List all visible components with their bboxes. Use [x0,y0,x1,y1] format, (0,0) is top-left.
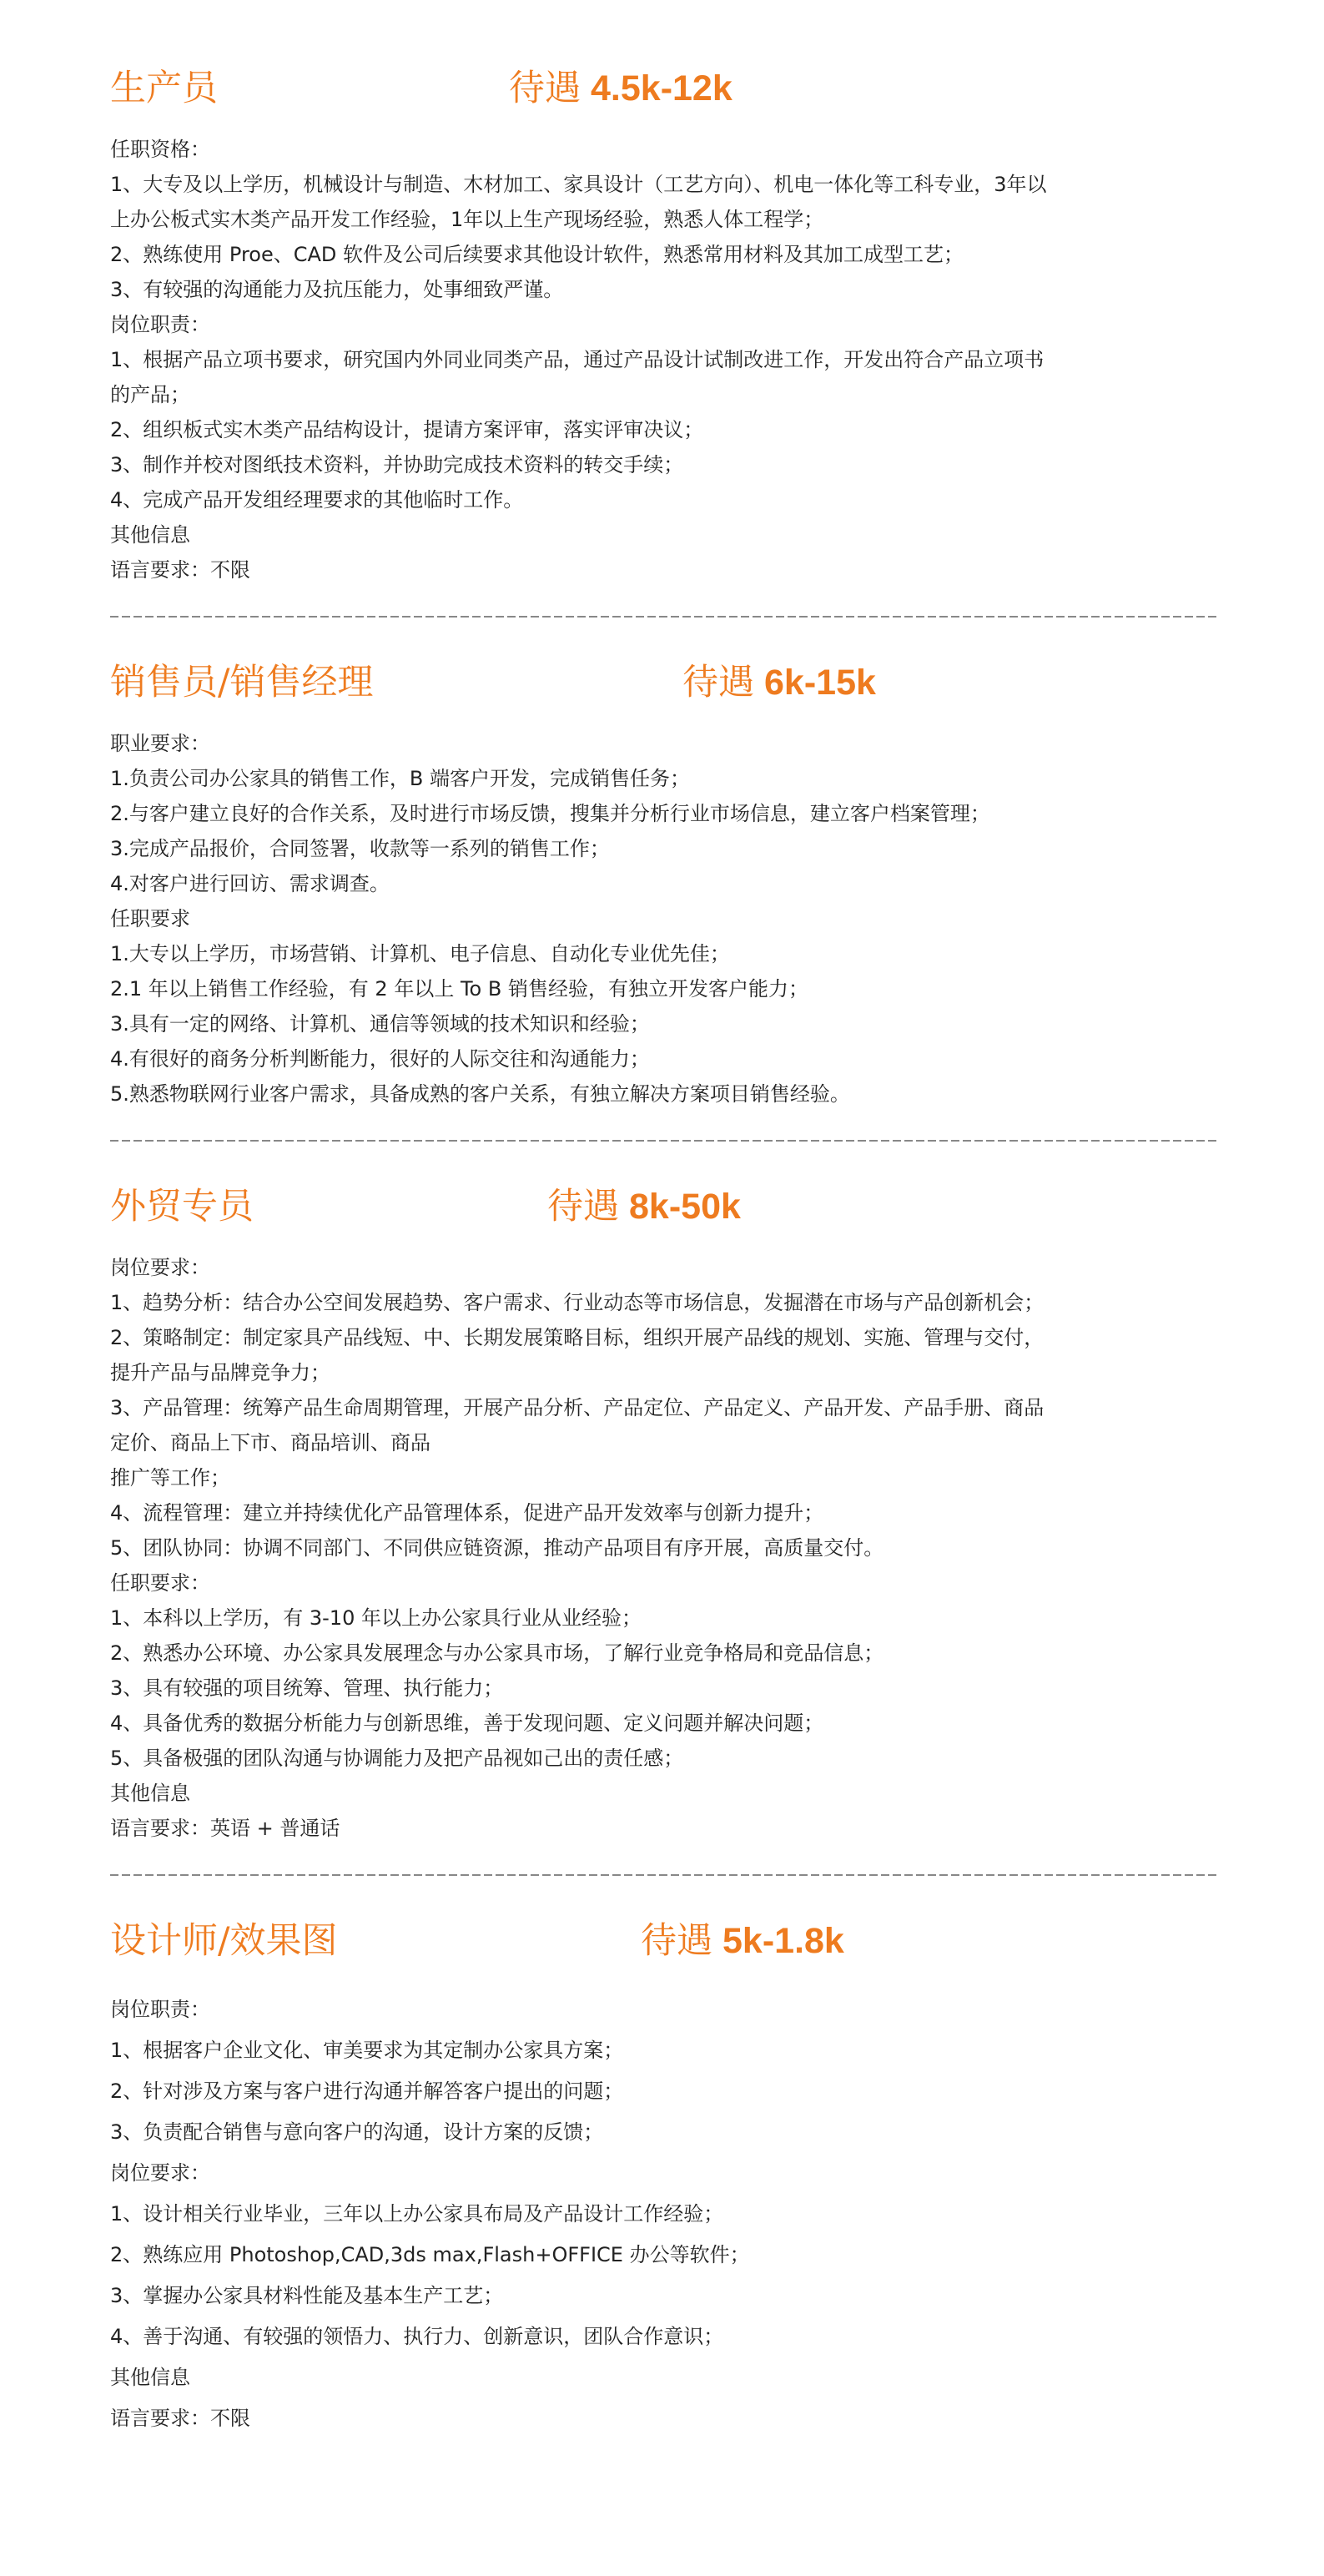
description-line: 其他信息 [110,523,190,547]
description-line: 2.1 年以上销售工作经验，有 2 年以上 To B 销售经验，有独立开发客户能力； [110,977,808,1001]
description-line: 上办公板式实木类产品开发工作经验，1年以上生产现场经验，熟悉人体工程学； [110,208,824,231]
description-line: 2、熟悉办公环境、办公家具发展理念与办公家具市场，了解行业竞争格局和竞品信息； [110,1641,884,1665]
salary-range: 8k-50k [629,1187,741,1227]
description-line: 1.大专以上学历，市场营销、计算机、电子信息、自动化专业优先佳； [110,942,730,965]
job-title-row [110,1175,1220,1238]
description-line: 2、针对涉及方案与客户进行沟通并解答客户提出的问题； [110,2079,624,2103]
salary-prefix: 待遇 [641,1920,712,1962]
job-description [110,726,1220,1112]
description-line: 岗位要求： [110,1256,210,1279]
description-line: 4.有很好的商务分析判断能力，很好的人际交往和沟通能力； [110,1047,650,1071]
description-line: 5.熟悉物联网行业客户需求，具备成熟的客户关系，有独立解决方案项目销售经验。 [110,1082,850,1106]
description-line: 的产品； [110,383,190,406]
job-listings [110,57,1220,2439]
description-line: 5、团队协同：协调不同部门、不同供应链资源，推动产品项目有序开展，高质量交付。 [110,1536,884,1560]
description-line: 4、完成产品开发组经理要求的其他临时工作。 [110,488,524,512]
description-line: 3.具有一定的网络、计算机、通信等领域的技术知识和经验； [110,1012,650,1036]
job-title-row [110,651,1220,714]
salary-prefix: 待遇 [547,1186,619,1228]
job-name: 设计师/效果图 [110,1920,338,1962]
job-title-row [110,57,1220,120]
description-line: 定价、商品上下市、商品培训、商品 [110,1431,430,1454]
description-line: 1、趋势分析：结合办公空间发展趋势、客户需求、行业动态等市场信息，发掘潜在市场与产品创新机会； [110,1291,1045,1314]
description-line: 推广等工作； [110,1466,230,1490]
job-name: 外贸专员 [110,1186,254,1228]
job-name: 生产员 [110,68,218,109]
description-line: 提升产品与品牌竞争力； [110,1361,330,1384]
description-line: 4、流程管理：建立并持续优化产品管理体系，促进产品开发效率与创新力提升； [110,1501,824,1525]
description-line: 3、掌握办公家具材料性能及基本生产工艺； [110,2284,504,2307]
salary-prefix: 待遇 [509,68,581,109]
description-line: 1、大专及以上学历，机械设计与制造、木材加工、家具设计（工艺方向）、机电一体化等工科专业，3年以 [110,173,1047,196]
salary [547,1175,741,1238]
description-line: 职业要求： [110,732,210,755]
description-line: 3、有较强的沟通能力及抗压能力，处事细致严谨。 [110,278,564,301]
description-line: 3.完成产品报价，合同签署，收款等一系列的销售工作； [110,837,610,860]
description-line: 1.负责公司办公家具的销售工作，B 端客户开发，完成销售任务； [110,767,690,790]
description-line: 3、负责配合销售与意向客户的沟通，设计方案的反馈； [110,2120,604,2144]
description-line: 语言要求：英语 + 普通话 [110,1817,340,1840]
job-description [110,1250,1220,1846]
description-line: 5、具备极强的团队沟通与协调能力及把产品视如己出的责任感； [110,1747,684,1770]
description-line: 3、具有较强的项目统筹、管理、执行能力； [110,1676,504,1700]
salary [682,651,876,714]
job-production [110,57,1220,587]
salary-range: 4.5k-12k [591,68,732,108]
salary [641,1909,844,1973]
section-divider [110,1874,1220,1876]
job-designer [110,1909,1220,2439]
description-line: 1、根据产品立项书要求，研究国内外同业同类产品，通过产品设计试制改进工作，开发出符合产品立项书 [110,348,1045,371]
description-line: 其他信息 [110,2366,190,2389]
description-line: 4、善于沟通、有较强的领悟力、执行力、创新意识，团队合作意识； [110,2325,724,2348]
description-line: 2、策略制定：制定家具产品线短、中、长期发展策略目标，组织开展产品线的规划、实施、管理与交付， [110,1326,1045,1349]
description-line: 任职要求 [110,907,190,930]
description-line: 语言要求：不限 [110,2407,250,2430]
job-sales [110,651,1220,1112]
description-line: 任职要求： [110,1571,210,1595]
section-divider [110,616,1220,618]
description-line: 4、具备优秀的数据分析能力与创新思维，善于发现问题、定义问题并解决问题； [110,1711,824,1735]
description-line: 1、本科以上学历，有 3-10 年以上办公家具行业从业经验； [110,1606,642,1630]
salary [509,57,732,120]
description-line: 1、设计相关行业毕业，三年以上办公家具布局及产品设计工作经验； [110,2202,724,2226]
description-line: 3、产品管理：统筹产品生命周期管理，开展产品分析、产品定位、产品定义、产品开发、产品手册、商品 [110,1396,1045,1419]
description-line: 岗位职责： [110,1998,210,2021]
description-line: 1、根据客户企业文化、审美要求为其定制办公家具方案； [110,2039,624,2062]
description-line: 岗位职责： [110,313,210,336]
description-line: 语言要求：不限 [110,558,250,582]
salary-range: 6k-15k [764,663,876,703]
description-line: 2、熟练使用 Proe、CAD 软件及公司后续要求其他设计软件，熟悉常用材料及其加工成型工艺； [110,243,964,266]
description-line: 3、制作并校对图纸技术资料，并协助完成技术资料的转交手续； [110,453,684,476]
description-line: 岗位要求： [110,2161,210,2185]
description-line: 4.对客户进行回访、需求调查。 [110,872,390,895]
job-foreign-trade [110,1175,1220,1846]
description-line: 其他信息 [110,1782,190,1805]
salary-range: 5k-1.8k [722,1921,844,1961]
job-title-row [110,1909,1220,1973]
description-line: 2.与客户建立良好的合作关系，及时进行市场反馈，搜集并分析行业市场信息，建立客户档案管理； [110,802,990,825]
description-line: 任职资格： [110,138,210,161]
job-name: 销售员/销售经理 [110,662,374,703]
job-description [110,1989,1220,2439]
job-description [110,132,1220,587]
description-line: 2、组织板式实木类产品结构设计，提请方案评审，落实评审决议； [110,418,704,441]
salary-prefix: 待遇 [682,662,754,703]
section-divider [110,1140,1220,1142]
description-line: 2、熟练应用 Photoshop,CAD,3ds max,Flash+OFFICE 办公等软件； [110,2243,750,2266]
